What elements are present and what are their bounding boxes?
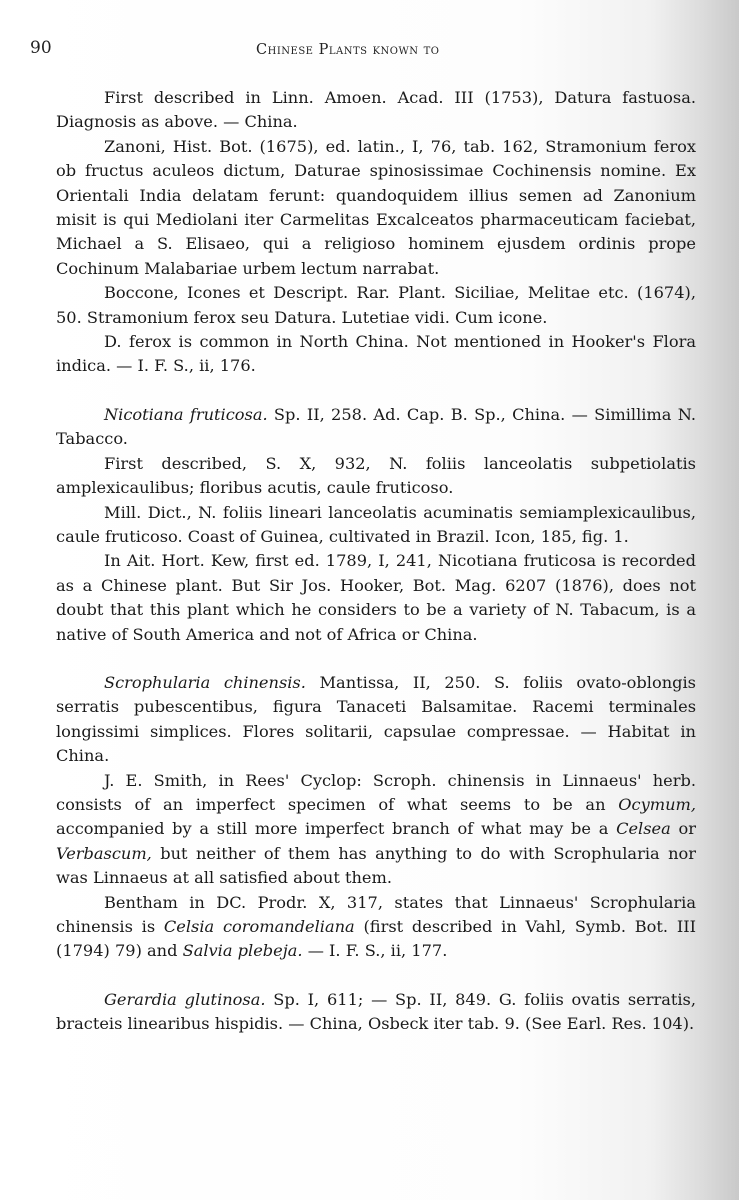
- paragraph-scrophularia-smith: [56, 769, 696, 891]
- text-run: Mill. Dict., N. foliis lineari lanceolatis acuminatis semiamplexicaulibus, caule fruticoso. Coast of Guinea, cultivated in Brazil. Icon, 185, fig. 1.: [56, 502, 696, 546]
- italic-text: Nicotiana fruticosa.: [104, 404, 268, 424]
- italic-text: Salvia plebeja.: [182, 941, 303, 961]
- paragraph-gerardia-entry: [56, 988, 696, 1037]
- italic-text: Gerardia glutinosa.: [104, 989, 266, 1009]
- text-run: Sp. I, 611; — Sp. II, 849. G. foliis ovatis serratis, bracteis linearibus hispidis. — China, Osbeck iter tab. 9. (See Earl. Res. 104).: [56, 989, 696, 1034]
- paragraph-datura-ferox-note: [56, 330, 696, 379]
- paragraph-scrophularia-entry: [56, 671, 696, 769]
- text-run: — I. F. S., ii, 177.: [302, 941, 448, 961]
- italic-text: Celsia coromandeliana: [163, 917, 355, 936]
- paragraph-datura-boccone: [56, 281, 696, 330]
- italic-text: Celsea: [616, 819, 671, 839]
- paragraph-scrophularia-bentham: [56, 891, 696, 964]
- text-run: Mantissa, II, 250. S. foliis ovato-oblongis serratis pubescentibus, figura Tanaceti Balsamitae. Racemi terminales longissimi simplices. Flores solitarii, capsulae compressae. — Habitat in China.: [56, 672, 696, 766]
- text-run: or: [670, 819, 696, 839]
- italic-text: Verbascum,: [56, 843, 152, 863]
- text-run: Boccone, Icones et Descript. Rar. Plant. Siciliae, Melitae etc. (1674), 50. Stramonium ferox seu Datura. Lutetiae vidi. Cum icone.: [56, 283, 696, 327]
- paragraph-datura-linn: [56, 86, 696, 135]
- paragraph-nicotiana-first: [56, 452, 696, 501]
- text-run: Sp. II, 258. Ad. Cap. B. Sp., China. — Simillima N. Tabacco.: [56, 404, 696, 449]
- text-run: but neither of them has anything to do with Scrophularia nor was Linnaeus at all satisfied about them.: [56, 843, 696, 888]
- paragraph-datura-zanoni: [56, 135, 696, 281]
- paragraph-nicotiana-entry: [56, 403, 696, 452]
- italic-text: Scrophularia chinensis.: [104, 672, 306, 692]
- paragraph-nicotiana-ait: [56, 549, 696, 647]
- text-run: First described in Linn. Amoen. Acad. III (1753), Datura fastuosa. Diagnosis as above. — China.: [56, 88, 696, 132]
- text-run: First described, S. X, 932, N. foliis lanceolatis subpetiolatis amplexicaulibus; floribus acutis, caule fruticoso.: [56, 453, 696, 498]
- page-number: 90: [30, 38, 52, 58]
- text-run: (first described in Vahl, Symb. Bot. III (1794) 79) and: [56, 917, 696, 961]
- text-run: Bentham in DC. Prodr. X, 317, states that Linnaeus' Scrophularia chinensis is: [56, 892, 696, 936]
- paragraph-nicotiana-mill: [56, 501, 696, 550]
- text-run: accompanied by a still more imperfect branch of what may be a: [56, 819, 617, 839]
- body-text: [56, 86, 696, 1037]
- text-run: D. ferox is common in North China. Not mentioned in Hooker's Flora indica. — I. F. S., ii, 176.: [56, 332, 696, 376]
- text-run: J. E. Smith, in Rees' Cyclop: Scroph. chinensis in Linnaeus' herb. consists of an imperfect specimen of what seems to be an: [56, 770, 696, 814]
- text-run: In Ait. Hort. Kew, first ed. 1789, I, 241, Nicotiana fruticosa is recorded as a Chinese plant. But Sir Jos. Hooker, Bot. Mag. 6207 (1876), does not doubt that this plant which he considers to be a variety of N. Tabacum, is a native of South America and not of Africa or China.: [56, 551, 696, 644]
- text-run: Zanoni, Hist. Bot. (1675), ed. latin., I, 76, tab. 162, Stramonium ferox ob fructus aculeos dictum, Daturae spinosissimae Cochinensis nomine. Ex Orientali India delatam ferunt: quandoquidem illius semen ad Zanonium misit is qui Mediolani iter Carmelitas Excalceatos pharmaceuticam faciebat, Michael a S. Elisaeo, qui a religioso hominem ejusdem ordinis prope Cochinum Malabariae urbem lectum narrabat.: [56, 136, 696, 278]
- running-head: Chinese Plants known to: [256, 42, 440, 58]
- italic-text: Ocymum,: [618, 794, 696, 814]
- page-header: [0, 38, 739, 62]
